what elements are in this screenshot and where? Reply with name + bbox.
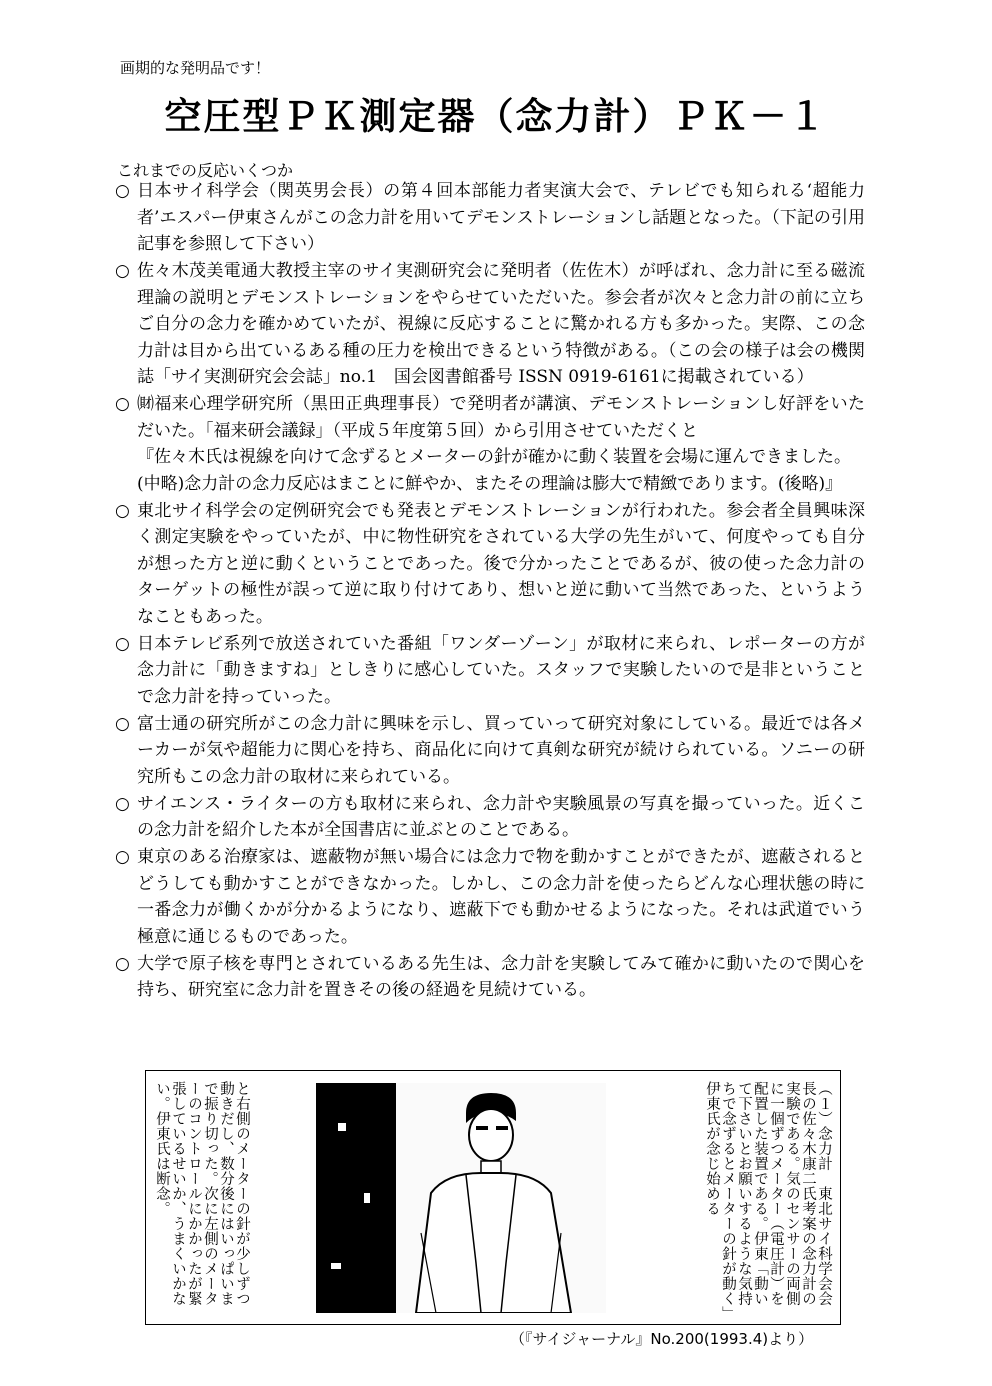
list-item (115, 791, 865, 844)
article-clipping (145, 1070, 841, 1325)
item-text: サイエンス・ライターの方も取材に来られ、念力計や実験風景の写真を撮っていった。近くこの念力計を紹介した本が全国書店に並ぶとのことである。 (137, 793, 865, 840)
bullet-circle-icon: ○ (115, 793, 130, 814)
demonstration-photo (316, 1083, 606, 1313)
item-text: 東北サイ科学会の定例研究会でも発表とデモンストレーションが行われた。参会者全員興味深く測定実験をやっていたが、中に物性研究をされている大学の先生がいて、何度やっても自分が想った方と逆に動くということであった。後で分かったことであるが、彼の使った念力計のターゲットの極性が誤って逆に取り付けてあり、想いと逆に動いて当然であった、というようなこともあった。 (137, 500, 865, 627)
item-text: 富士通の研究所がこの念力計に興味を示し、買っていって研究対象にしている。最近では各メーカーが気や超能力に関心を持ち、商品化に向けて真剣な研究が続けられている。ソニーの研究所もこの念力計の取材に来られている。 (137, 713, 865, 787)
item-text: 日本サイ科学会（関英男会長）の第４回本部能力者実演大会で、テレビでも知られる‘超能力者’エスパー伊東さんがこの念力計を用いてデモンストレーションし話題となった。（下記の引用記事を参照して下さい） (137, 181, 865, 254)
tagline: 画期的な発明品です！ (120, 59, 271, 77)
bullet-circle-icon: ○ (115, 953, 130, 974)
list-item (115, 711, 865, 791)
list-item (115, 498, 865, 631)
clipping-caption-right: （１）念力計 東北サイ科学会会長の佐々木康二氏考案の念力計の実験である。気のセンサーの両側に一個ずつメーター（電圧計）を配置した装置である。伊東「動いて下さいとお願いするような気持ちで念ずるとメーターの針が動く」伊東氏が念じ始める (704, 1081, 832, 1314)
item-text: 日本テレビ系列で放送されていた番組「ワンダーゾーン」が取材に来られ、レポーターの方が念力計に「動きますね」としきりに感心していた。スタッフで実験したいので是非ということで念力計を持っていった。 (137, 633, 865, 707)
bullet-circle-icon: ○ (115, 847, 130, 867)
bullet-circle-icon: ○ (115, 633, 130, 654)
item-text: 東京のある治療家は、遮蔽物が無い場合には念力で物を動かすことができたが、遮蔽されるとどうしても動かすことができなかった。しかし、この念力計を使ったらどんな心理状態の時に一番念力が働くかが分かるようになり、遮蔽下でも動かせるようになった。それは武道でいう極意に通じるものであった。 (137, 847, 865, 947)
bullet-circle-icon: ○ (115, 394, 130, 414)
bullet-circle-icon: ○ (115, 181, 130, 201)
list-item (115, 258, 865, 391)
list-item (115, 951, 865, 1004)
source-citation: （『サイジャーナル』No.200(1993.4)より） (510, 1330, 814, 1348)
clipping-caption-left: と右側のメーターの針が少しずつ動きだし、数分後にはいっぱいまで振り切った。次に左側のメーターのコントロールにかかったが緊張しているせいか、うまくいかない。伊東氏は断念。 (154, 1081, 250, 1306)
item-text: 佐々木茂美電通大教授主宰のサイ実測研究会に発明者（佐佐木）が呼ばれ、念力計に至る磁流理論の説明とデモンストレーションをやらせていただいた。参会者が次々と念力計の前に立ちご自分の念力を確かめていたが、視線に反応することに驚かれる方も多かった。実際、この念力計は目から出ているある種の圧力を検出できるという特徴がある。（この会の様子は会の機関誌「サイ実測研究会会誌」no.1 国会図書館番号 ISSN 0919-6161に掲載されている） (137, 261, 865, 387)
bullet-circle-icon: ○ (115, 261, 130, 281)
list-item (115, 178, 865, 258)
list-item (115, 391, 865, 497)
item-text: 大学で原子核を専門とされているある先生は、念力計を実験してみて確かに動いたので関心を持ち、研究室に念力計を置きその後の経過を見続けている。 (137, 953, 865, 1000)
bullet-circle-icon: ○ (115, 500, 130, 521)
quote-line: 『佐々木氏は視線を向けて念ずるとメーターの針が確かに動く装置を会場に運んできました。 (137, 447, 851, 467)
list-item (115, 631, 865, 711)
page-title: 空圧型ＰＫ測定器（念力計）ＰＫ－１ (164, 94, 828, 138)
intro-heading: これまでの反応いくつか (117, 161, 294, 180)
reaction-list (115, 178, 865, 1004)
bullet-circle-icon: ○ (115, 713, 130, 734)
item-text: ㈶福来心理学研究所（黒田正典理事長）で発明者が講演、デモンストレーションし好評をいただいた。「福来研会議録」（平成５年度第５回）から引用させていただくと (137, 394, 865, 441)
list-item (115, 844, 865, 950)
quote-line: (中略)念力計の念力反応はまことに鮮やか、またその理論は膨大で精緻であります。(後略)』 (137, 473, 843, 494)
person-figure (316, 1083, 606, 1313)
